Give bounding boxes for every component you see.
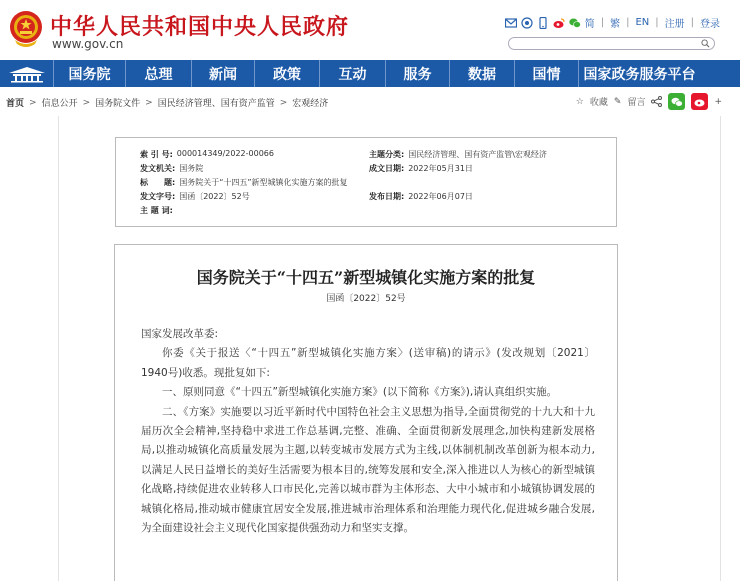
salutation: 国家发展改革委:	[141, 328, 219, 340]
more-share-icon[interactable]: +	[714, 96, 722, 107]
nav-item-state-council[interactable]: 国务院	[54, 60, 126, 87]
meta-docno-value: 国函〔2022〕52号	[179, 192, 250, 201]
mobile-icon[interactable]	[537, 17, 549, 29]
comment-link[interactable]: 留言	[627, 98, 646, 108]
breadcrumb-info-disclosure[interactable]: 信息公开	[41, 99, 78, 109]
weibo-icon[interactable]	[553, 17, 565, 29]
national-emblem-icon[interactable]	[9, 10, 43, 48]
nav-item-national-info[interactable]: 国情	[515, 60, 579, 87]
wechat-share-icon[interactable]	[668, 93, 685, 110]
meta-index-value: 000014349/2022-00066	[176, 149, 274, 158]
chevron-right-icon: >	[145, 97, 153, 108]
share-bar	[576, 93, 722, 110]
chevron-right-icon: >	[82, 97, 91, 108]
breadcrumb	[6, 96, 328, 109]
chevron-right-icon: >	[279, 97, 288, 108]
document-body	[114, 244, 618, 581]
top-links	[505, 15, 720, 30]
meta-published-label: 发布日期:	[369, 192, 405, 201]
nav-item-services[interactable]: 服务	[386, 60, 450, 87]
nav-item-data[interactable]: 数据	[450, 60, 515, 87]
nav-item-interaction[interactable]: 互动	[320, 60, 386, 87]
nav-item-news[interactable]: 新闻	[192, 60, 255, 87]
separator: |	[690, 17, 694, 28]
search-input[interactable]	[515, 45, 695, 56]
document-meta-table	[115, 137, 617, 227]
separator: |	[600, 17, 605, 28]
chevron-right-icon: >	[29, 97, 37, 108]
meta-subject-label: 主 题 词:	[140, 206, 173, 215]
meta-index-label: 索 引 号:	[140, 150, 173, 159]
link-register[interactable]: 注册	[664, 19, 685, 30]
favorite-link[interactable]: 收藏	[589, 98, 608, 108]
pen-icon[interactable]: ✎	[613, 96, 622, 107]
breadcrumb-home[interactable]: 首页	[6, 99, 25, 109]
meta-issuer-label: 发文机关:	[140, 164, 176, 173]
site-title[interactable]: 中华人民共和国中央人民政府	[50, 14, 350, 40]
meta-category-value: 国民经济管理、国有资产监管\宏观经济	[408, 150, 547, 159]
meta-published-value: 2022年06月07日	[408, 192, 473, 201]
search-box	[508, 37, 715, 50]
paragraph-2: 一、原则同意《“十四五”新型城镇化实施方案》(以下简称《方案》),请认真组织实施。	[162, 386, 558, 399]
main-nav	[0, 60, 740, 87]
nav-home[interactable]	[0, 60, 54, 87]
nav-item-premier[interactable]: 总理	[126, 60, 192, 87]
document-text	[141, 325, 595, 538]
meta-issuer-value: 国务院	[179, 164, 204, 173]
breadcrumb-macroeconomy[interactable]: 宏观经济	[292, 99, 329, 109]
meta-docno-label: 发文字号:	[140, 192, 176, 201]
meta-written-label: 成文日期:	[369, 164, 405, 173]
separator: |	[655, 17, 659, 28]
star-icon[interactable]: ☆	[575, 96, 584, 107]
search-icon[interactable]	[701, 39, 710, 48]
site-header	[0, 0, 740, 60]
paragraph-1: 你委《关于报送〈“十四五”新型城镇化实施方案〉(送审稿)的请示》(发改规划〔2021〕1940号)收悉。现批复如下:	[141, 347, 595, 379]
breadcrumb-economy-management[interactable]: 国民经济管理、国有资产监管	[157, 99, 275, 109]
link-simplified[interactable]: 简	[584, 19, 595, 30]
meta-title-value: 国务院关于“十四五”新型城镇化实施方案的批复	[179, 178, 348, 187]
document-title: 国务院关于“十四五”新型城镇化实施方案的批复	[196, 268, 536, 287]
meta-written-value: 2022年05月31日	[408, 164, 473, 173]
meta-category-label: 主题分类:	[369, 150, 405, 159]
home-icon	[7, 65, 47, 83]
separator: |	[626, 17, 630, 28]
weibo-share-icon[interactable]	[691, 93, 708, 110]
nav-item-service-platform[interactable]: 国家政务服务平台	[583, 66, 696, 83]
mail-icon[interactable]	[505, 17, 517, 29]
breadcrumb-state-council-docs[interactable]: 国务院文件	[95, 99, 141, 109]
nav-item-policy[interactable]: 政策	[255, 60, 320, 87]
document-number: 国函〔2022〕52号	[326, 294, 406, 304]
site-url[interactable]: www.gov.cn	[52, 37, 124, 51]
share-icon[interactable]	[651, 96, 662, 107]
meta-title-label: 标 题:	[140, 178, 176, 187]
link-english[interactable]: EN	[635, 17, 650, 28]
paragraph-3: 二、《方案》实施要以习近平新时代中国特色社会主义思想为指导,全面贯彻党的十九大和十九届历次全会精神,坚持稳中求进工作总基调,完整、准确、全面贯彻新发展理念,加快构建新发展格局,以推动城镇化高质量发展为主题,以转变城市发展方式为主线,以体制机制改革创新为根本动力,以满足人民日益增长的美好生活需要为根本目的,统筹发展和安全,深入推进以人为核心的新型城镇化战略,持续促进农业转移人口市民化,完善以城市群为主体形态、大中小城市和小城镇协调发展的城镇化格局,推动城市健康宜居安全发展,推进城市治理体系和治理能力现代化,促进城乡融合发展,为全面建设社会主义现代化国家提供强劲动力和坚实支撑。	[141, 405, 595, 535]
wechat-icon[interactable]	[569, 17, 581, 29]
link-traditional[interactable]: 繁	[610, 19, 621, 30]
app-icon[interactable]	[521, 17, 533, 29]
link-login[interactable]: 登录	[700, 19, 720, 30]
